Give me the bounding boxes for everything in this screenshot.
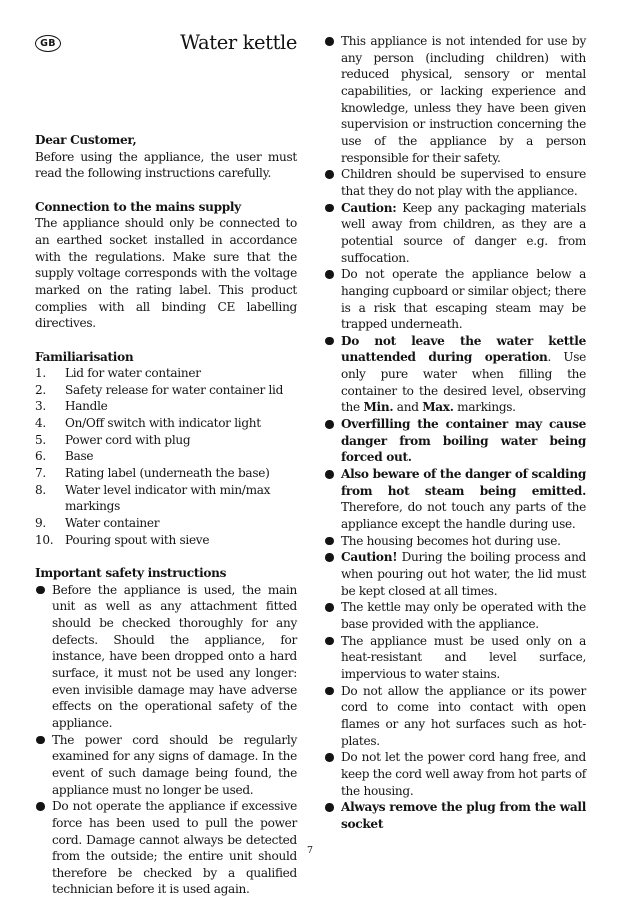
safety-bullet: Do not operate the appliance if excessive force has been used to pull the power cord. Damage cannot always be detected from the outside; the entire unit should therefore be checked by a qualified technician before it is used again. bbox=[35, 798, 297, 898]
connection-text: The appliance should only be connected to an earthed socket installed in accordance with the regulations. Make sure that the supply voltage corresponds with the voltage marked on the rating label. This product complies with all binding CE labelling directives. bbox=[35, 216, 297, 331]
list-item: 10. Pouring spout with sieve bbox=[35, 532, 210, 547]
list-item: 9. Water container bbox=[35, 516, 160, 531]
bullet-icon bbox=[36, 586, 45, 595]
safety-bullet: The appliance must be used only on a heat-resistant and level surface, impervious to water stains. bbox=[324, 633, 586, 683]
bullet-icon bbox=[325, 37, 334, 46]
page-number: 7 bbox=[306, 845, 314, 856]
page-title: Water kettle bbox=[180, 31, 297, 54]
bullet-icon bbox=[325, 603, 334, 612]
bullet-icon bbox=[325, 170, 334, 179]
right-column bbox=[324, 33, 586, 833]
bullet-icon bbox=[36, 802, 45, 811]
safety-bullet: Overfilling the container may cause danger from boiling water being forced out. bbox=[324, 416, 586, 466]
list-item: 1. Lid for water container bbox=[35, 366, 201, 381]
safety-heading: Important safety instructions bbox=[35, 566, 227, 581]
bullet-icon bbox=[325, 270, 334, 279]
bullet-icon bbox=[325, 637, 334, 646]
bullet-icon bbox=[325, 337, 334, 346]
list-item: 4. On/Off switch with indicator light bbox=[35, 416, 261, 431]
bullet-icon bbox=[325, 470, 334, 479]
bullet-icon bbox=[325, 687, 334, 696]
left-column bbox=[35, 132, 297, 898]
safety-bullet: The housing becomes hot during use. bbox=[324, 533, 586, 550]
safety-bullet: Also beware of the danger of scalding from hot steam being emitted. Therefore, do not touch any parts of the appliance except the handle during use. bbox=[324, 466, 586, 533]
safety-bullet: Children should be supervised to ensure that they do not play with the appliance. bbox=[324, 166, 586, 199]
intro-text: Before using the appliance, the user must read the following instructions carefully. bbox=[35, 149, 297, 181]
bullet-icon bbox=[325, 753, 334, 762]
gb-language-badge: GB bbox=[35, 35, 61, 52]
parts-list bbox=[35, 365, 297, 548]
safety-bullet: Caution: Keep any packaging materials well away from children, as they are a potential source of danger e.g. from suffocation. bbox=[324, 200, 586, 267]
safety-bullet: Do not operate the appliance below a hanging cupboard or similar object; there is a risk that escaping steam may be trapped underneath. bbox=[324, 266, 586, 333]
safety-list-right bbox=[324, 33, 586, 833]
list-item: 3. Handle bbox=[35, 399, 108, 414]
list-item: 6. Base bbox=[35, 449, 94, 464]
list-item: 8. Water level indicator with min/max markings bbox=[35, 482, 271, 514]
list-item: 2. Safety release for water container lid bbox=[35, 382, 284, 397]
familiarisation-heading: Familiarisation bbox=[35, 349, 134, 364]
bullet-icon bbox=[325, 803, 334, 812]
safety-bullet: The kettle may only be operated with the base provided with the appliance. bbox=[324, 599, 586, 632]
bullet-icon bbox=[325, 420, 334, 429]
safety-bullet: Do not allow the appliance or its power cord to come into contact with open flames or any hot surfaces such as hot-plates. bbox=[324, 683, 586, 750]
list-item: 5. Power cord with plug bbox=[35, 432, 191, 447]
safety-bullet: Always remove the plug from the wall socket bbox=[324, 799, 586, 832]
bullet-icon bbox=[325, 553, 334, 562]
safety-bullet: Do not let the power cord hang free, and keep the cord well away from hot parts of the housing. bbox=[324, 749, 586, 799]
safety-bullet: The power cord should be regularly examined for any signs of damage. In the event of such damage being found, the appliance must no longer be used. bbox=[35, 732, 297, 799]
safety-bullet: Before the appliance is used, the main unit as well as any attachment fitted should be checked thoroughly for any defects. Should the appliance, for instance, have been dropped onto a hard surface, it must not be used any longer: even invisible damage may have adverse effects on the operational safety of the appliance. bbox=[35, 582, 297, 732]
bullet-icon bbox=[36, 736, 45, 745]
bullet-icon bbox=[325, 204, 334, 213]
safety-list-left bbox=[35, 582, 297, 898]
safety-bullet: Caution! During the boiling process and when pouring out hot water, the lid must be kept closed at all times. bbox=[324, 549, 586, 599]
safety-bullet: This appliance is not intended for use by any person (including children) with reduced physical, sensory or mental capabilities, or lacking experience and knowledge, unless they have been given supervision or instruction concerning the use of the appliance by a person responsible for their safety. bbox=[324, 33, 586, 166]
connection-heading: Connection to the mains supply bbox=[35, 199, 241, 214]
bullet-icon bbox=[325, 537, 334, 546]
safety-bullet: Do not leave the water kettle unattended during operation. Use only pure water when filling the container to the desired level, observing the Min. and Max. markings. bbox=[324, 333, 586, 416]
greeting: Dear Customer, bbox=[35, 133, 137, 147]
list-item: 7. Rating label (underneath the base) bbox=[35, 466, 270, 481]
